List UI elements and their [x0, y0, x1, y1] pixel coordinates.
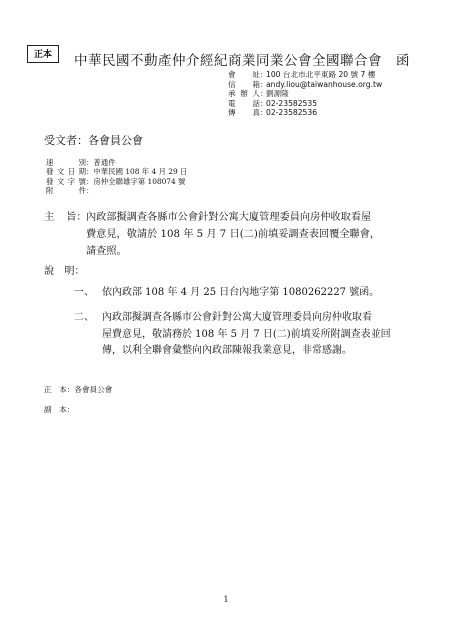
- item-number: 一、: [74, 287, 94, 298]
- subject-line: 內政部擬調查各縣市公會針對公寓大廈管理委員向房仲收取看屋: [86, 212, 372, 223]
- meta-value: 房仲全聯雄字第 108074 號: [93, 176, 186, 186]
- original-value: 各會員公會: [74, 385, 113, 394]
- meta-value: 中華民國 108 年 4 月 29 日: [93, 167, 188, 177]
- document-title: 中華民國不動產仲介經紀商業同業公會全國聯合會 函: [74, 53, 410, 69]
- subject-line: 費意見，敬請於 108 年 5 月 7 日(二)前填妥調查表回覆全聯會，: [86, 229, 381, 240]
- meta-label: 速別: [46, 158, 86, 167]
- meta-row-attachment: 附件 ：: [46, 185, 94, 195]
- contact-label: 電話: [228, 98, 260, 108]
- contact-row-fax: 傳真 ： 02-23582536: [228, 108, 318, 118]
- contact-label: 會址: [228, 70, 260, 79]
- meta-row-number: 發文字號 ： 房仲全聯雄字第 108074 號: [46, 176, 186, 186]
- meta-row-date: 發文日期 ： 中華民國 108 年 4 月 29 日: [46, 167, 188, 177]
- page-number: 1: [223, 595, 229, 604]
- subject-text: [86, 209, 406, 260]
- recipient-label: 受文者：: [44, 134, 88, 147]
- contact-row-email: 信箱 ： andy.liou@taiwanhouse.org.tw: [228, 79, 383, 89]
- recipient-value: 各會員公會: [88, 134, 143, 147]
- meta-row-speed: 速別 ： 普通件: [46, 158, 116, 167]
- meta-label: 附件: [46, 185, 86, 195]
- contact-label: 信箱: [228, 79, 260, 89]
- meta-label: 發文字號: [46, 176, 86, 186]
- explanation-label: 說 明：: [44, 266, 85, 277]
- contact-label: 傳真: [228, 108, 260, 118]
- meta-block: [46, 158, 187, 195]
- item-line: 內政部擬調查各縣市公會針對公寓大廈管理委員向房仲收取看: [102, 312, 372, 323]
- item-line: 屋費意見，敬請務於 108 年 5 月 7 日(二)前填妥所附調查表並回: [102, 328, 391, 340]
- contact-row-handler: 承辦人 ： 劉源隆: [228, 89, 289, 99]
- recipient-line: [44, 132, 143, 148]
- item-text: [102, 310, 402, 360]
- item-line: 依內政部 108 年 4 月 25 日台內地字第 1080262227 號函。: [102, 287, 380, 298]
- item-number: 二、: [74, 312, 94, 323]
- original-label: 正 本：: [44, 385, 75, 394]
- contact-value: 100 台北市北平東路 20 號 7 樓: [266, 70, 376, 79]
- contact-value: 劉源隆: [266, 89, 289, 99]
- contact-label: 承辦人: [228, 89, 260, 99]
- contact-row-phone: 電話 ： 02-23582535: [228, 98, 318, 108]
- item-text: [102, 285, 402, 302]
- copy-recipients: [44, 404, 74, 415]
- contact-row-address: 會址 ： 100 台北市北平東路 20 號 7 樓: [228, 70, 376, 79]
- subject-label: 主 旨：: [44, 212, 87, 223]
- contact-value: 02-23582535: [266, 98, 318, 108]
- copy-label: 副 本：: [44, 405, 75, 414]
- meta-value: 普通件: [93, 158, 116, 167]
- subject-line: 請查照。: [86, 246, 127, 257]
- contact-email: andy.liou@taiwanhouse.org.tw: [266, 79, 383, 89]
- contact-value: 02-23582536: [266, 108, 318, 118]
- contact-block: [228, 70, 382, 118]
- item-line: 傳，以利全聯會彙整向內政部陳報我業意見，非常感謝。: [102, 345, 352, 356]
- original-recipients: [44, 384, 112, 395]
- meta-label: 發文日期: [46, 167, 86, 177]
- original-stamp: 正本: [27, 45, 59, 63]
